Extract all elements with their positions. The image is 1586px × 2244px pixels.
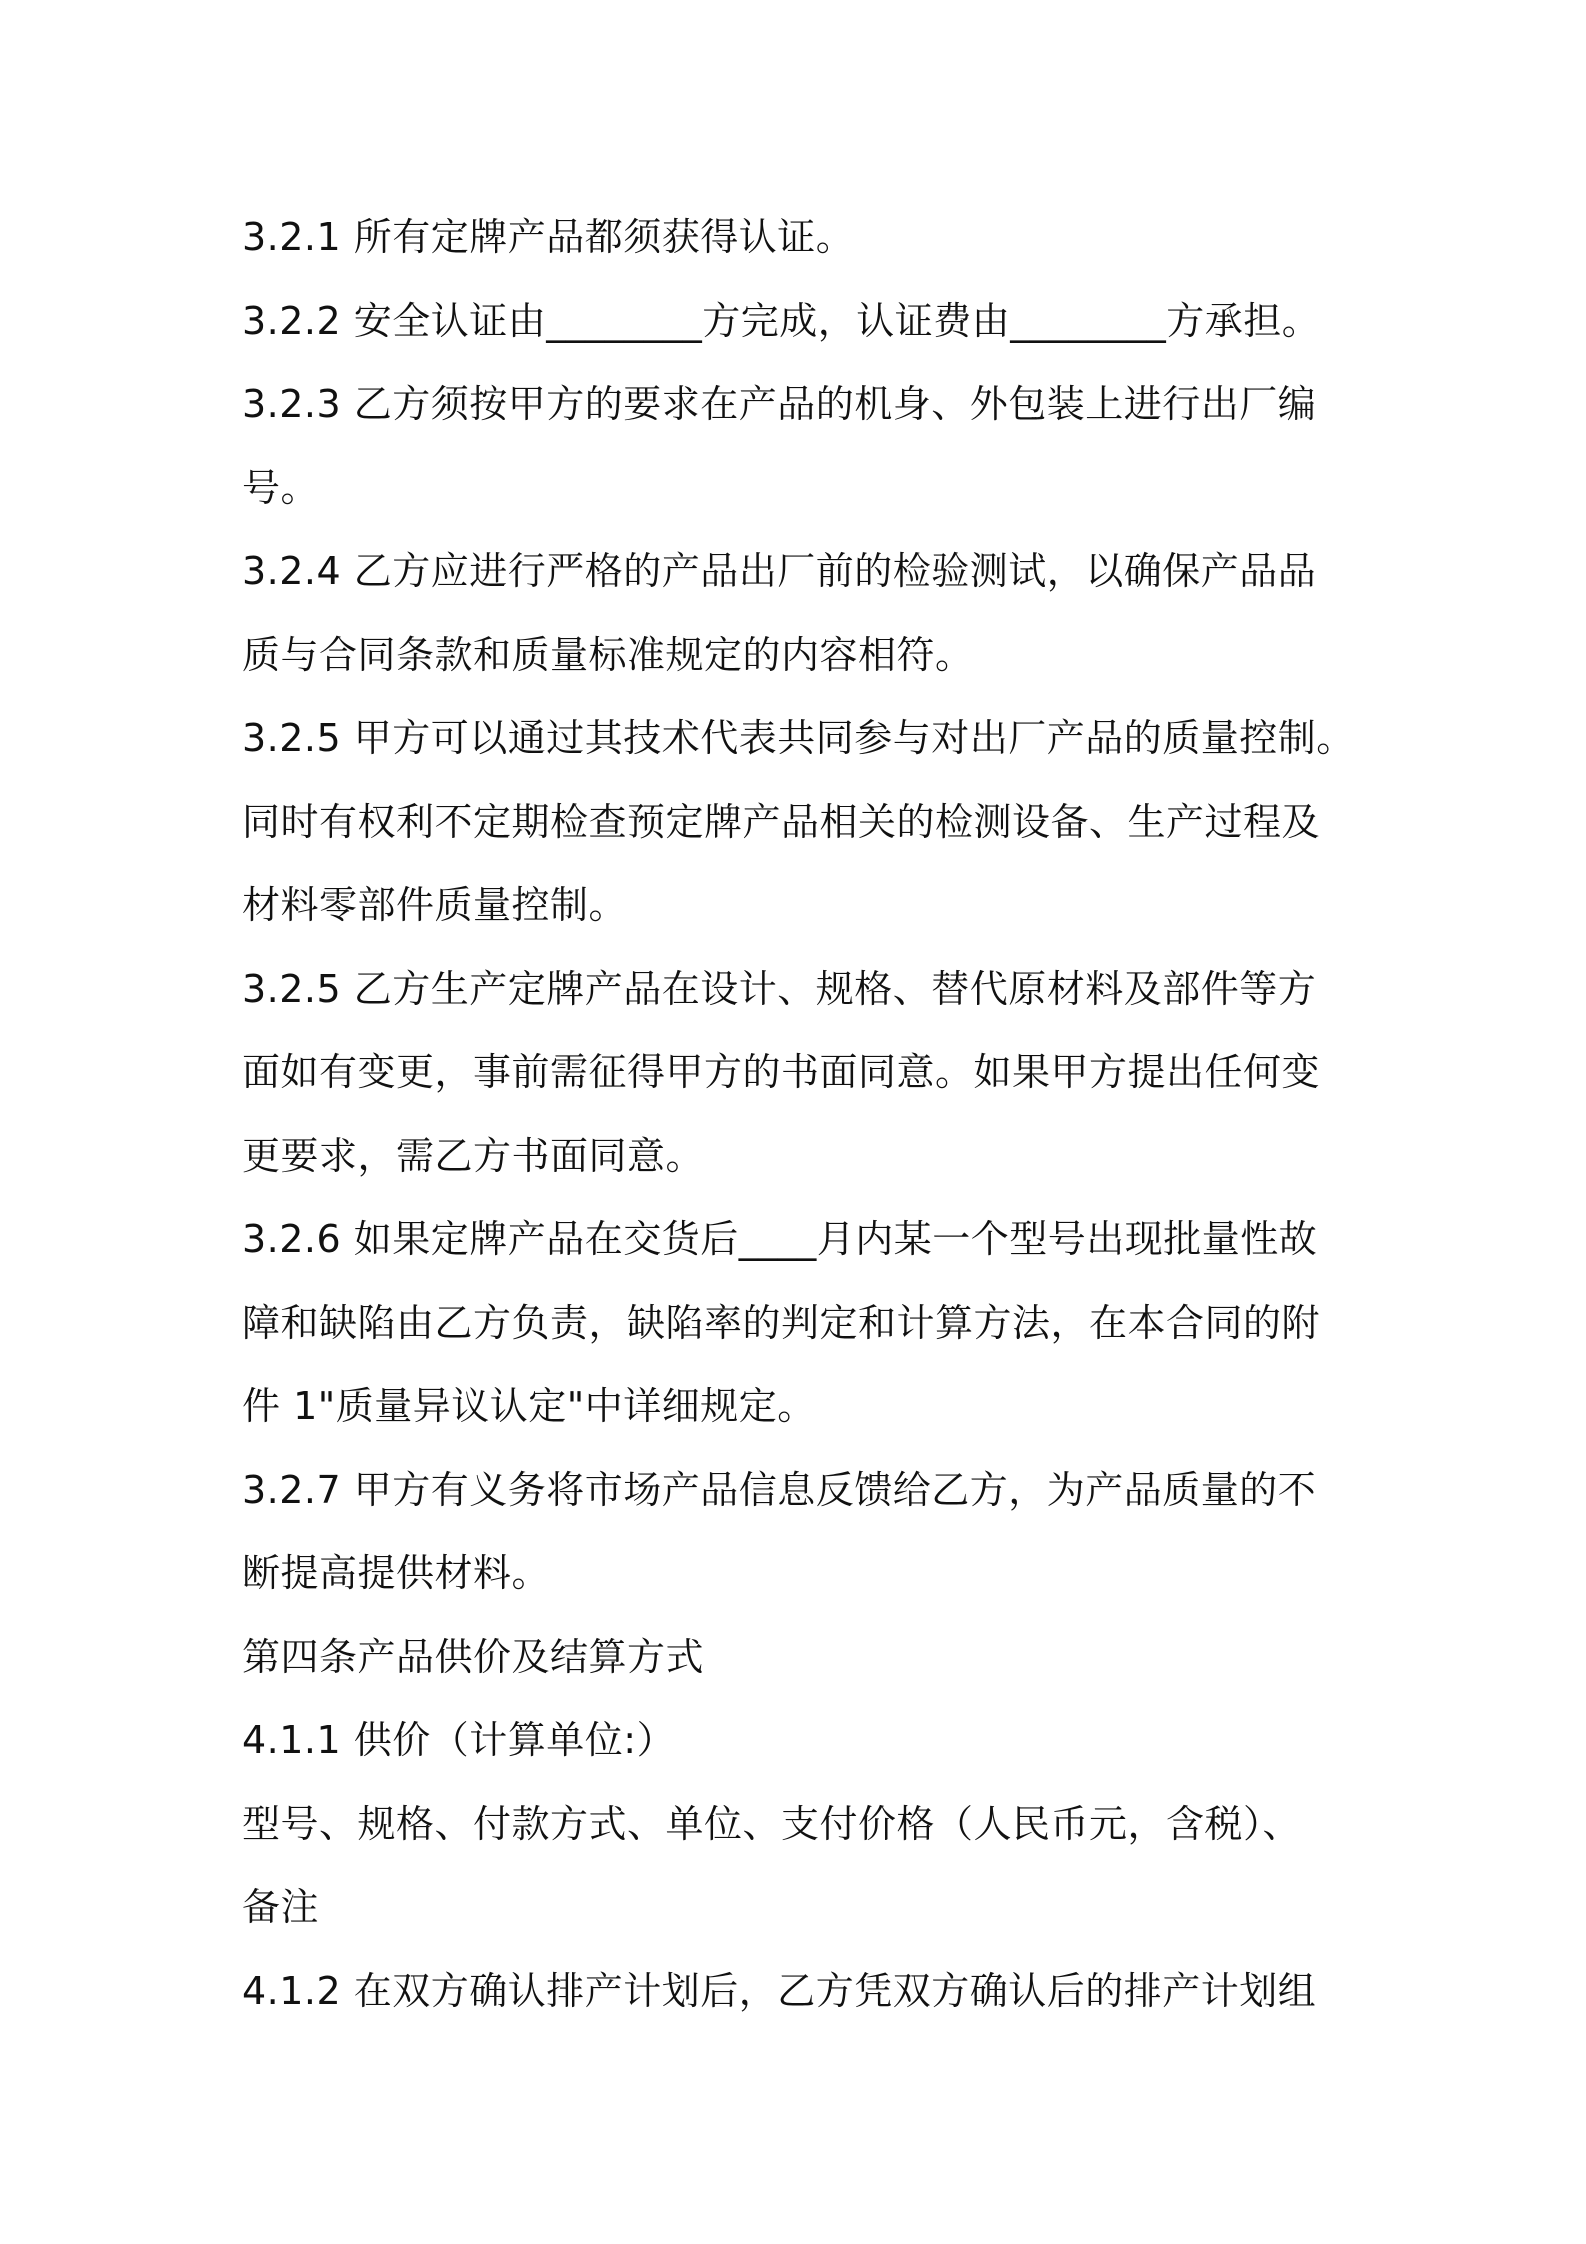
document-body xyxy=(242,196,1362,2033)
clause-3-2-3-line-2: 号。 xyxy=(242,465,320,510)
clause-4-1-2-line-1: 4.1.2 在双方确认排产计划后，乙方凭双方确认后的排产计划组 xyxy=(242,1968,1317,2013)
clause-3-2-6-line-2: 障和缺陷由乙方负责，缺陷率的判定和计算方法，在本合同的附 xyxy=(242,1300,1321,1345)
article-4-heading: 第四条产品供价及结算方式 xyxy=(242,1634,705,1679)
clause-3-2-5a-line-3: 材料零部件质量控制。 xyxy=(242,883,628,927)
clause-3-2-4-line-2: 质与合同条款和质量标准规定的内容相符。 xyxy=(242,632,974,677)
clause-3-2-5b-line-1: 3.2.5 乙方生产定牌产品在设计、规格、替代原材料及部件等方 xyxy=(242,966,1317,1011)
clause-3-2-5a-line-2: 同时有权利不定期检查预定牌产品相关的检测设备、生产过程及 xyxy=(242,799,1321,844)
clause-3-2-7-line-1: 3.2.7 甲方有义务将市场产品信息反馈给乙方，为产品质量的不 xyxy=(242,1467,1317,1512)
clause-3-2-6-line-3: 件 1"质量异议认定"中详细规定。 xyxy=(242,1384,816,1428)
clause-3-2-3-line-1: 3.2.3 乙方须按甲方的要求在产品的机身、外包装上进行出厂编 xyxy=(242,382,1317,426)
clause-3-2-2: 3.2.2 安全认证由________方完成，认证费由________方承担。 xyxy=(242,298,1321,343)
clause-3-2-5a-line-1: 3.2.5 甲方可以通过其技术代表共同参与对出厂产品的质量控制。 xyxy=(242,716,1355,760)
price-fields-line-2: 备注 xyxy=(242,1885,320,1929)
clause-3-2-5b-line-3: 更要求，需乙方书面同意。 xyxy=(242,1133,705,1178)
clause-3-2-7-line-2: 断提高提供材料。 xyxy=(242,1551,551,1595)
clause-3-2-4-line-1: 3.2.4 乙方应进行严格的产品出厂前的检验测试，以确保产品品 xyxy=(242,549,1317,593)
clause-3-2-6-line-1: 3.2.6 如果定牌产品在交货后____月内某一个型号出现批量性故 xyxy=(242,1217,1318,1261)
clause-4-1-1: 4.1.1 供价（计算单位:） xyxy=(242,1718,676,1762)
clause-3-2-1: 3.2.1 所有定牌产品都须获得认证。 xyxy=(242,215,855,259)
price-fields-line-1: 型号、规格、付款方式、单位、支付价格（人民币元，含税）、 xyxy=(242,1801,1302,1846)
clause-3-2-5b-line-2: 面如有变更，事前需征得甲方的书面同意。如果甲方提出任何变 xyxy=(242,1050,1321,1094)
